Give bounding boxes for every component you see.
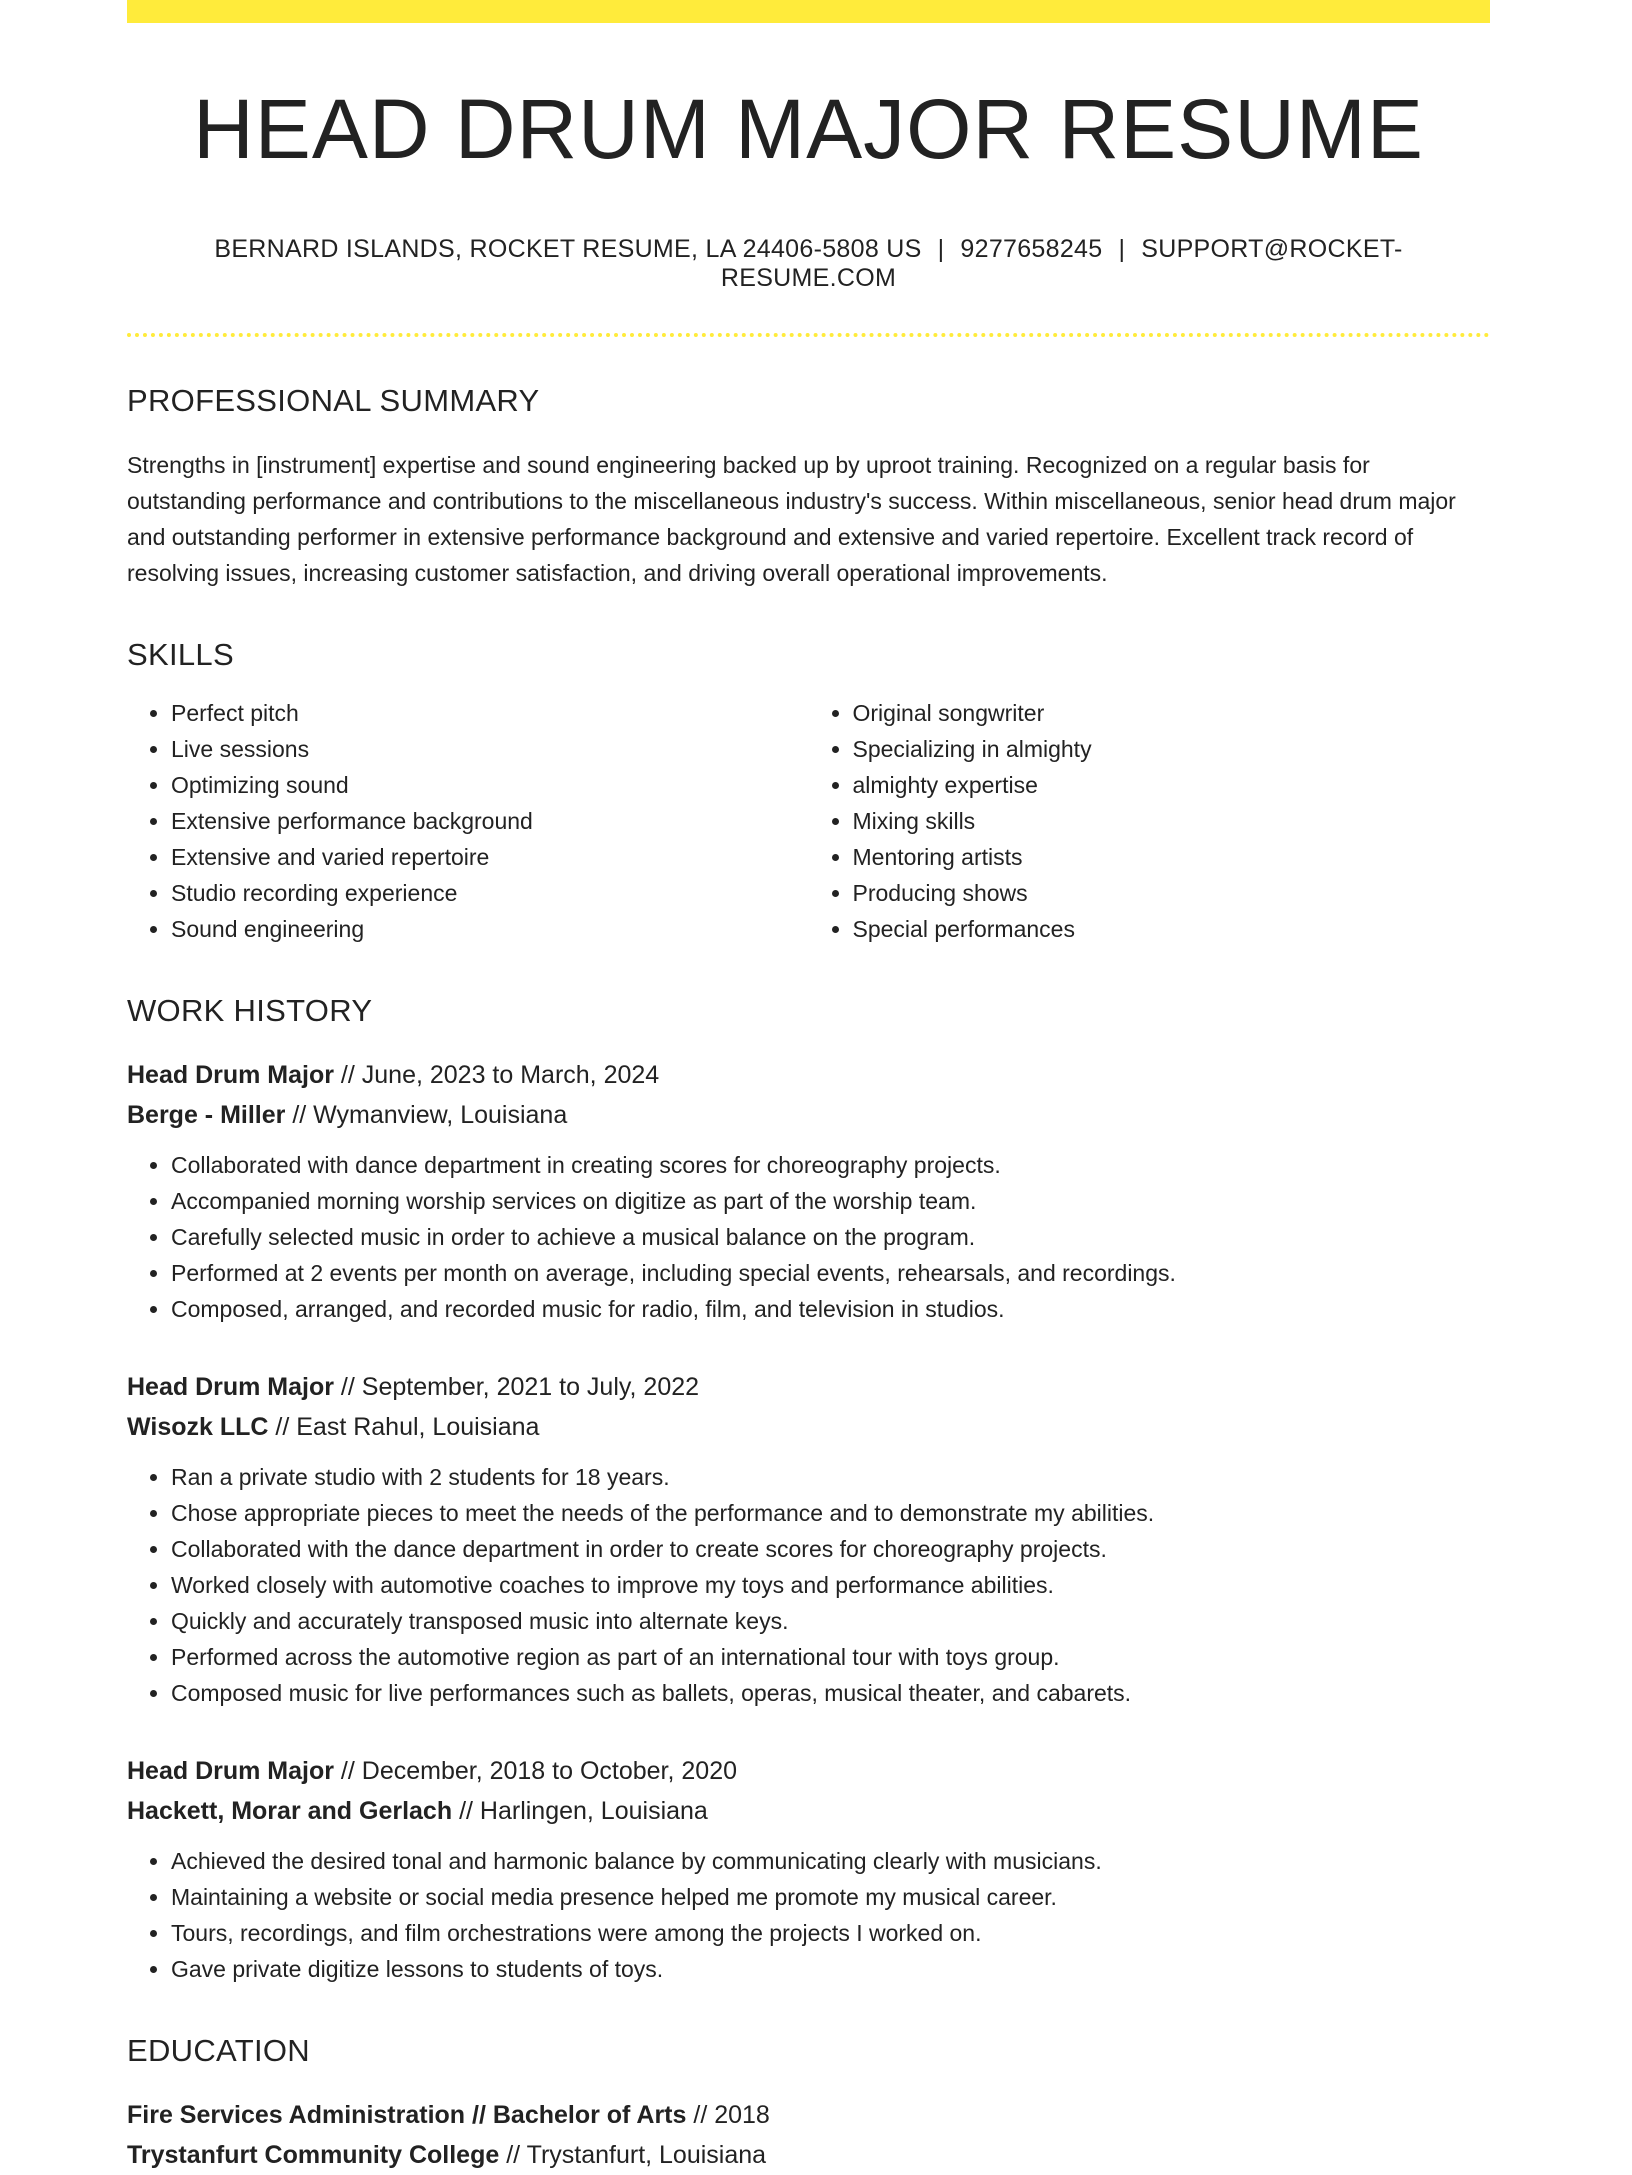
- job-company: Hackett, Morar and Gerlach: [127, 1797, 453, 1826]
- job-bullet: • Carefully selected music in order to achieve a musical balance on the program.: [171, 1219, 1490, 1255]
- education-degree-line: [127, 2095, 1490, 2135]
- job-title-line: [127, 1751, 1490, 1791]
- job-bullet: • Ran a private studio with 2 students for 18 years.: [171, 1459, 1490, 1495]
- education-year: // 2018: [686, 2101, 770, 2130]
- dotted-divider: [127, 333, 1490, 337]
- job-title: Head Drum Major: [127, 1373, 334, 1402]
- skill-item: • Mentoring artists: [853, 839, 1491, 875]
- skill-item: • Live sessions: [171, 731, 809, 767]
- skill-item: • Mixing skills: [853, 803, 1491, 839]
- education-degree: Fire Services Administration // Bachelor of Arts: [127, 2101, 687, 2130]
- skills-right-column: [809, 695, 1491, 947]
- skills-left-column: [127, 695, 809, 947]
- resume-title: HEAD DRUM MAJOR RESUME: [193, 82, 1424, 176]
- education-school: Trystanfurt Community College: [127, 2141, 500, 2170]
- education-school-line: [127, 2135, 1490, 2175]
- job-bullet: • Performed at 2 events per month on average, including special events, rehearsals, and recordings.: [171, 1255, 1490, 1291]
- job-bullets: [127, 1843, 1490, 1987]
- job-entry: [127, 1367, 1490, 1711]
- skill-item: • Extensive and varied repertoire: [171, 839, 809, 875]
- job-location: // East Rahul, Louisiana: [268, 1413, 540, 1442]
- skills-heading: SKILLS: [127, 637, 234, 673]
- job-bullet: • Gave private digitize lessons to students of toys.: [171, 1951, 1490, 1987]
- job-company-line: [127, 1791, 1490, 1831]
- skill-item: • Original songwriter: [853, 695, 1491, 731]
- contact-separator: |: [937, 235, 945, 264]
- job-bullets: [127, 1147, 1490, 1327]
- skill-item: • Specializing in almighty: [853, 731, 1491, 767]
- education-location: // Trystanfurt, Louisiana: [499, 2141, 767, 2170]
- job-company: Wisozk LLC: [127, 1413, 269, 1442]
- accent-top-bar: [127, 0, 1490, 23]
- job-bullet: • Quickly and accurately transposed music into alternate keys.: [171, 1603, 1490, 1639]
- job-bullet: • Tours, recordings, and film orchestrations were among the projects I worked on.: [171, 1915, 1490, 1951]
- job-bullet: • Chose appropriate pieces to meet the needs of the performance and to demonstrate my abilities.: [171, 1495, 1490, 1531]
- job-dates: // September, 2021 to July, 2022: [333, 1373, 700, 1402]
- job-bullet: • Accompanied morning worship services on digitize as part of the worship team.: [171, 1183, 1490, 1219]
- skills-list: [127, 695, 1490, 947]
- job-bullet: • Maintaining a website or social media presence helped me promote my musical career.: [171, 1879, 1490, 1915]
- skill-item: • Sound engineering: [171, 911, 809, 947]
- skill-item: • Extensive performance background: [171, 803, 809, 839]
- job-entry: [127, 1751, 1490, 1987]
- job-location: // Wymanview, Louisiana: [285, 1101, 568, 1130]
- skill-item: • Studio recording experience: [171, 875, 809, 911]
- skill-item: • Perfect pitch: [171, 695, 809, 731]
- job-dates: // June, 2023 to March, 2024: [333, 1061, 660, 1090]
- education-entry: [127, 2095, 1490, 2175]
- job-location: // Harlingen, Louisiana: [452, 1797, 708, 1826]
- job-company: Berge - Miller: [127, 1101, 286, 1130]
- job-company-line: [127, 1407, 1490, 1447]
- skill-item: • Producing shows: [853, 875, 1491, 911]
- resume-page: [127, 0, 1490, 2175]
- job-company-line: [127, 1095, 1490, 1135]
- job-bullet: • Achieved the desired tonal and harmonic balance by communicating clearly with musicians.: [171, 1843, 1490, 1879]
- job-bullet: • Collaborated with dance department in creating scores for choreography projects.: [171, 1147, 1490, 1183]
- job-title: Head Drum Major: [127, 1757, 334, 1786]
- summary-heading: PROFESSIONAL SUMMARY: [127, 383, 540, 419]
- job-bullet: • Worked closely with automotive coaches to improve my toys and performance abilities.: [171, 1567, 1490, 1603]
- work-history-heading: WORK HISTORY: [127, 993, 373, 1029]
- contact-address: BERNARD ISLANDS, ROCKET RESUME, LA 24406-5808 US: [214, 235, 922, 264]
- job-bullet: • Composed music for live performances such as ballets, operas, musical theater, and cabarets.: [171, 1675, 1490, 1711]
- summary-text: Strengths in [instrument] expertise and sound engineering backed up by uproot training. Recognized on a regular basis for outstanding performance and contributions to the miscellaneous industry's success. Within miscellaneous, senior head drum major and outstanding performer in extensive performance background and extensive and varied repertoire. Excellent track record of resolving issues, increasing customer satisfaction, and driving overall operational improvements.: [127, 452, 1456, 587]
- skill-item: • Optimizing sound: [171, 767, 809, 803]
- job-entry: [127, 1055, 1490, 1327]
- skill-item: • almighty expertise: [853, 767, 1491, 803]
- job-title-line: [127, 1055, 1490, 1095]
- job-bullet: • Performed across the automotive region as part of an international tour with toys group.: [171, 1639, 1490, 1675]
- contact-separator: |: [1118, 235, 1126, 264]
- contact-email: SUPPORT@ROCKET-RESUME.COM: [720, 235, 1403, 293]
- job-bullet: • Collaborated with the dance department in order to create scores for choreography projects.: [171, 1531, 1490, 1567]
- job-bullet: • Composed, arranged, and recorded music for radio, film, and television in studios.: [171, 1291, 1490, 1327]
- job-title-line: [127, 1367, 1490, 1407]
- skill-item: • Special performances: [853, 911, 1491, 947]
- job-dates: // December, 2018 to October, 2020: [333, 1757, 738, 1786]
- job-title: Head Drum Major: [127, 1061, 334, 1090]
- contact-line: [127, 235, 1490, 293]
- job-bullets: [127, 1459, 1490, 1711]
- contact-phone: 9277658245: [960, 235, 1103, 264]
- education-heading: EDUCATION: [127, 2033, 310, 2069]
